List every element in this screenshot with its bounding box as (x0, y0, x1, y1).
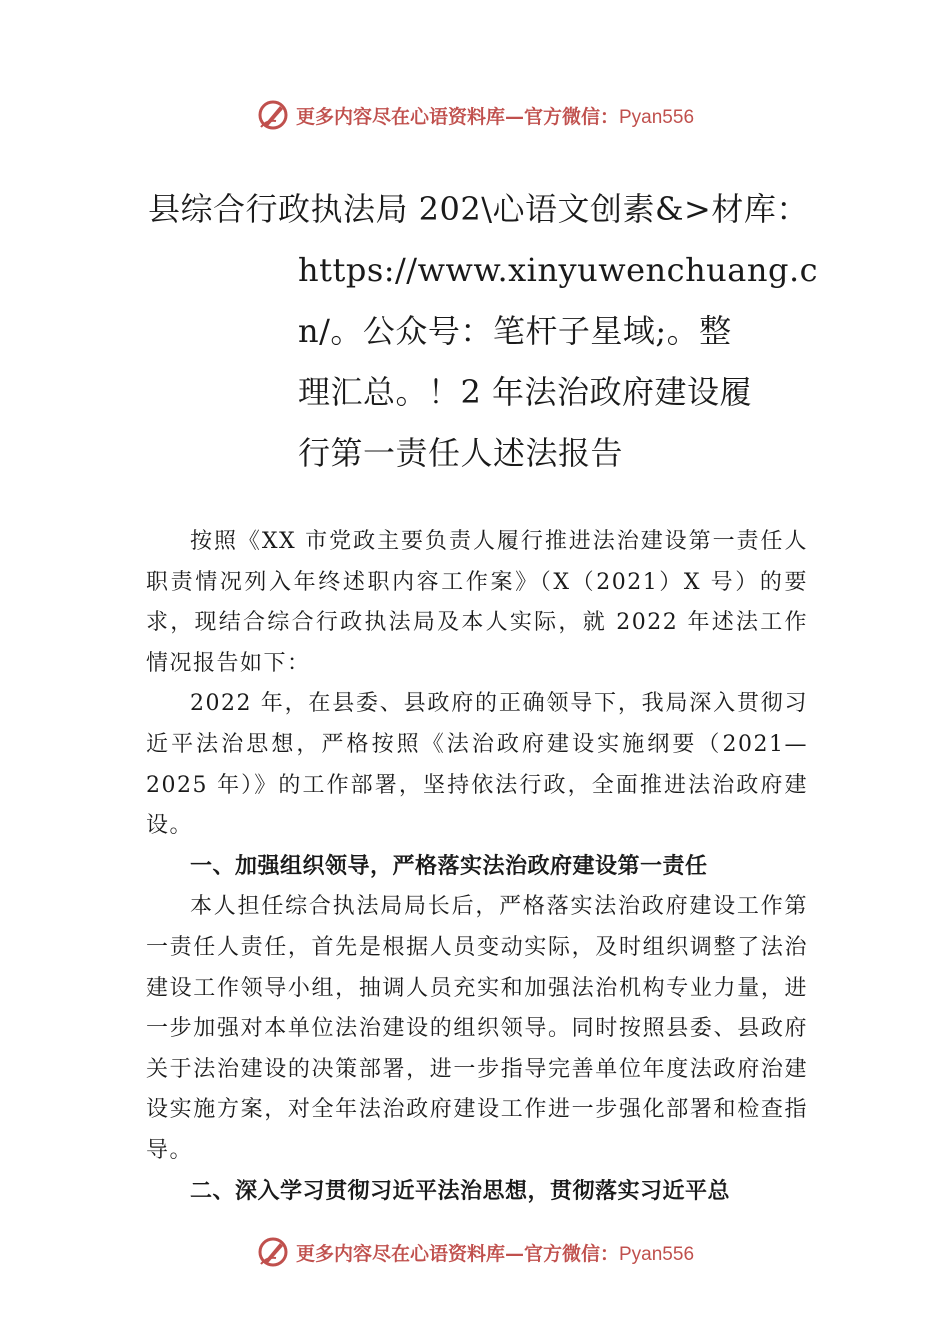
footer-watermark-banner (0, 1232, 950, 1272)
wechat-id: Pyan556 (619, 106, 695, 128)
section-heading-1: 一、加强组织领导，严格落实法治政府建设第一责任 (190, 853, 708, 879)
title-line-5: 行第一责任人述法报告 (298, 434, 624, 472)
document-body (146, 522, 808, 1212)
banner-text: 更多内容尽在心语资料库—官方微信：Pyan556 (295, 105, 695, 128)
title-continuation (298, 240, 819, 484)
paragraph-intro: 按照《XX 市党政主要负责人履行推进法治建设第一责任人职责情况列入年终述职内容工作案》（X（2021）X 号）的要求，现结合综合行政执法局及本人实际，就 2022 年述法工作情况报告如下： (146, 529, 808, 676)
wechat-id: Pyan556 (619, 1243, 695, 1265)
title-line-3: n/。公众号：笔杆子星域;。整 (298, 312, 732, 350)
header-watermark-banner (0, 95, 950, 135)
pen-logo-icon (256, 1235, 290, 1269)
section-heading-2: 二、深入学习贯彻习近平法治思想，贯彻落实习近平总 (190, 1178, 731, 1204)
title-line-4: 理汇总。！2 年法治政府建设履 (298, 373, 753, 411)
document-title (148, 178, 828, 484)
paragraph-overview: 2022 年，在县委、县政府的正确领导下，我局深入贯彻习近平法治思想，严格按照《法治政府建设实施纲要（2021—2025 年）》的工作部署，坚持依法行政，全面推进法治政府建设。 (146, 691, 808, 839)
paragraph-section-1: 本人担任综合执法局局长后，严格落实法治政府建设工作第一责任人责任，首先是根据人员变动实际，及时组织调整了法治建设工作领导小组，抽调人员充实和加强法治机构专业力量，进一步加强对本单位法治建设的组织领导。同时按照县委、县政府关于法治建设的决策部署，进一步指导完善单位年度法政府治建设实施方案，对全年法治政府建设工作进一步强化部署和检查指导。 (146, 894, 808, 1163)
title-line-2: https://www.xinyuwenchuang.c (298, 251, 819, 289)
pen-logo-icon (256, 98, 290, 132)
title-line-1: 县综合行政执法局 202\心语文创素&>材库： (148, 190, 809, 228)
banner-text: 更多内容尽在心语资料库—官方微信：Pyan556 (295, 1242, 695, 1265)
